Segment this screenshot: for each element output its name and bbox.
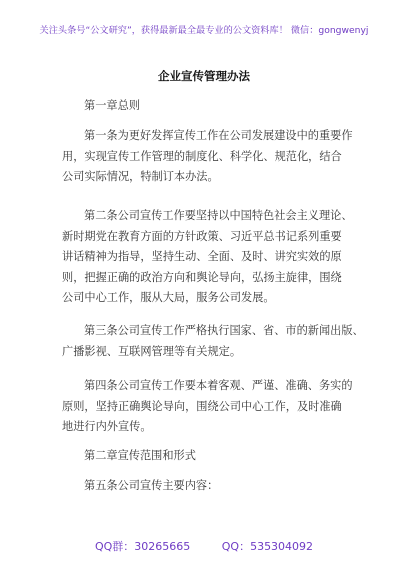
article-3 [62, 321, 364, 362]
article-2-line: 公司中心工作，服从大局，服务公司发展。 [62, 291, 275, 304]
article-3-line: 广播影视、互联网管理等有关规定。 [62, 344, 242, 358]
article-1 [62, 126, 352, 188]
article-4-line: 地进行内外宣传。 [62, 420, 152, 433]
footer-contacts [0, 538, 408, 554]
qq-number-text: QQ：535304092 [221, 540, 314, 553]
article-4-line: 第四条公司宣传工作要本着客观、严谨、准确、务实的 [84, 379, 353, 392]
document-title: 企业宣传管理办法 [158, 69, 250, 83]
article-2-line: 讲话精神为指导，坚持生动、全面、及时、讲究实效的原 [62, 250, 342, 263]
chapter-2-heading: 第二章宣传范围和形式 [84, 449, 196, 462]
article-3-line: 第三条公司宣传工作严格执行国家、省、市的新闻出版、 [84, 324, 364, 337]
article-2-line: 新时期党在教育方面的方针政策、习近平总书记系列重要 [62, 229, 342, 243]
article-2-line: 则，把握正确的政治方向和舆论导向，弘扬主旋律，围绕 [62, 270, 342, 284]
article-1-line: 公司实际情况，特制订本办法。 [62, 170, 219, 183]
article-2 [62, 206, 352, 309]
article-4 [62, 376, 352, 438]
article-4-line: 原则，坚持正确舆论导向，围绕公司中心工作，及时准确 [62, 399, 342, 413]
chapter-1-heading: 第一章总则 [84, 99, 140, 112]
qq-group-text: QQ群：30265665 [94, 540, 191, 553]
article-2-line: 第二条公司宣传工作要坚持以中国特色社会主义理论、 [84, 209, 353, 222]
header-banner: 关注头条号“公文研究”，获得最新最全最专业的公文资料库！ 微信：gongwenyj [39, 25, 369, 36]
article-1-line: 第一条为更好发挥宣传工作在公司发展建设中的重要作 [84, 129, 353, 142]
article-5: 第五条公司宣传主要内容： [84, 479, 219, 492]
article-1-line: 用，实现宣传工作管理的制度化、科学化、规范化，结合 [62, 149, 342, 163]
